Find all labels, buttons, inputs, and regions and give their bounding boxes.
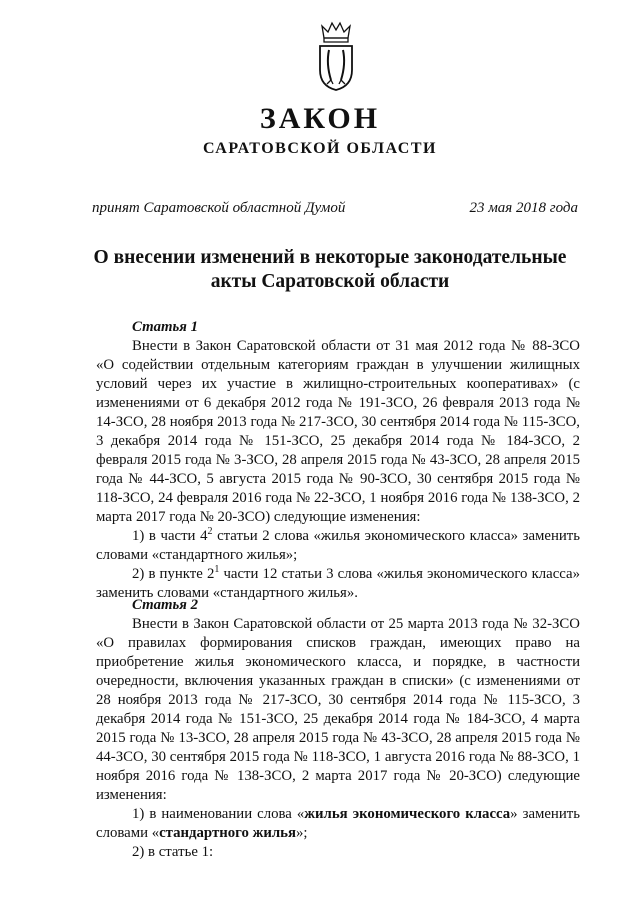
article-1 — [96, 317, 580, 603]
article-2 — [96, 595, 580, 862]
adopted-date: 23 мая 2018 года — [469, 200, 578, 216]
article-1-intro: Внести в Закон Саратовской области от 31 мая 2012 года № 88-ЗСО «О содействии отдельным категориям граждан в улучшении жилищных условий через их участие в жилищно-строительных кооперативах» (с изменениями от 6 декабря 2012 года № 191-ЗСО, 26 февраля 2013 года № 14-ЗСО, 28 ноября 2013 года № 217-ЗСО, 30 сентября 2014 года № 115-ЗСО, 3 декабря 2014 года № 151-ЗСО, 25 декабря 2014 года № 184-ЗСО, 2 февраля 2015 года № 3-ЗСО, 28 апреля 2015 года № 43-ЗСО, 28 апреля 2015 года № 44-ЗСО, 5 августа 2015 года № 90-ЗСО, 30 сентября 2015 года № 118-ЗСО, 24 февраля 2016 года № 22-ЗСО, 1 ноября 2016 года № 138-ЗСО, 2 марта 2017 года № 20-ЗСО) следующие изменения: — [96, 338, 580, 525]
saratov-coat-of-arms-icon — [316, 20, 356, 92]
article-2-item-1: 1) в наименовании слова «жилья экономического класса» заменить словами «стандартного жилья»; — [96, 806, 580, 841]
article-1-item-2: 2) в пункте $2^1$ части 12 статьи 3 слова «жилья экономического класса» заменить словами «стандартного жилья». — [96, 564, 580, 601]
adopted-by: принят Саратовской областной Думой — [92, 200, 346, 216]
heading-line-2: акты Саратовской области — [210, 271, 450, 292]
article-2-item-2: 2) в статье 1: — [132, 844, 214, 860]
article-2-intro: Внести в Закон Саратовской области от 25 марта 2013 года № 32-ЗСО «О правилах формирования списков граждан, имеющих право на приобретение жилья экономического класса, и порядке, в частности очередности, включения указанных граждан в списки» (с изменениями от 28 ноября 2013 года № 217-ЗСО, 30 сентября 2014 года № 115-ЗСО, 3 декабря 2014 года № 151-ЗСО, 25 декабря 2014 года № 184-ЗСО, 4 марта 2015 года № 13-ЗСО, 28 апреля 2015 года № 43-ЗСО, 28 апреля 2015 года № 44-ЗСО, 30 сентября 2015 года № 118-ЗСО, 1 августа 2016 года № 88-ЗСО, 1 ноября 2016 года № 138-ЗСО, 2 марта 2017 года № 20-ЗСО) следующие изменения: — [96, 616, 580, 803]
article-1-item-1: 1) в части $4^2$ статьи 2 слова «жилья экономического класса» заменить словами «стандартного жилья»; — [96, 526, 580, 563]
article-2-title: Статья 2 — [132, 597, 198, 613]
region-subtitle: САРАТОВСКОЙ ОБЛАСТИ — [203, 140, 437, 157]
law-heading — [80, 246, 580, 294]
heading-line-1: О внесении изменений в некоторые законодательные — [93, 247, 567, 268]
article-1-title: Статья 1 — [132, 319, 198, 335]
law-title: ЗАКОН — [259, 102, 381, 135]
